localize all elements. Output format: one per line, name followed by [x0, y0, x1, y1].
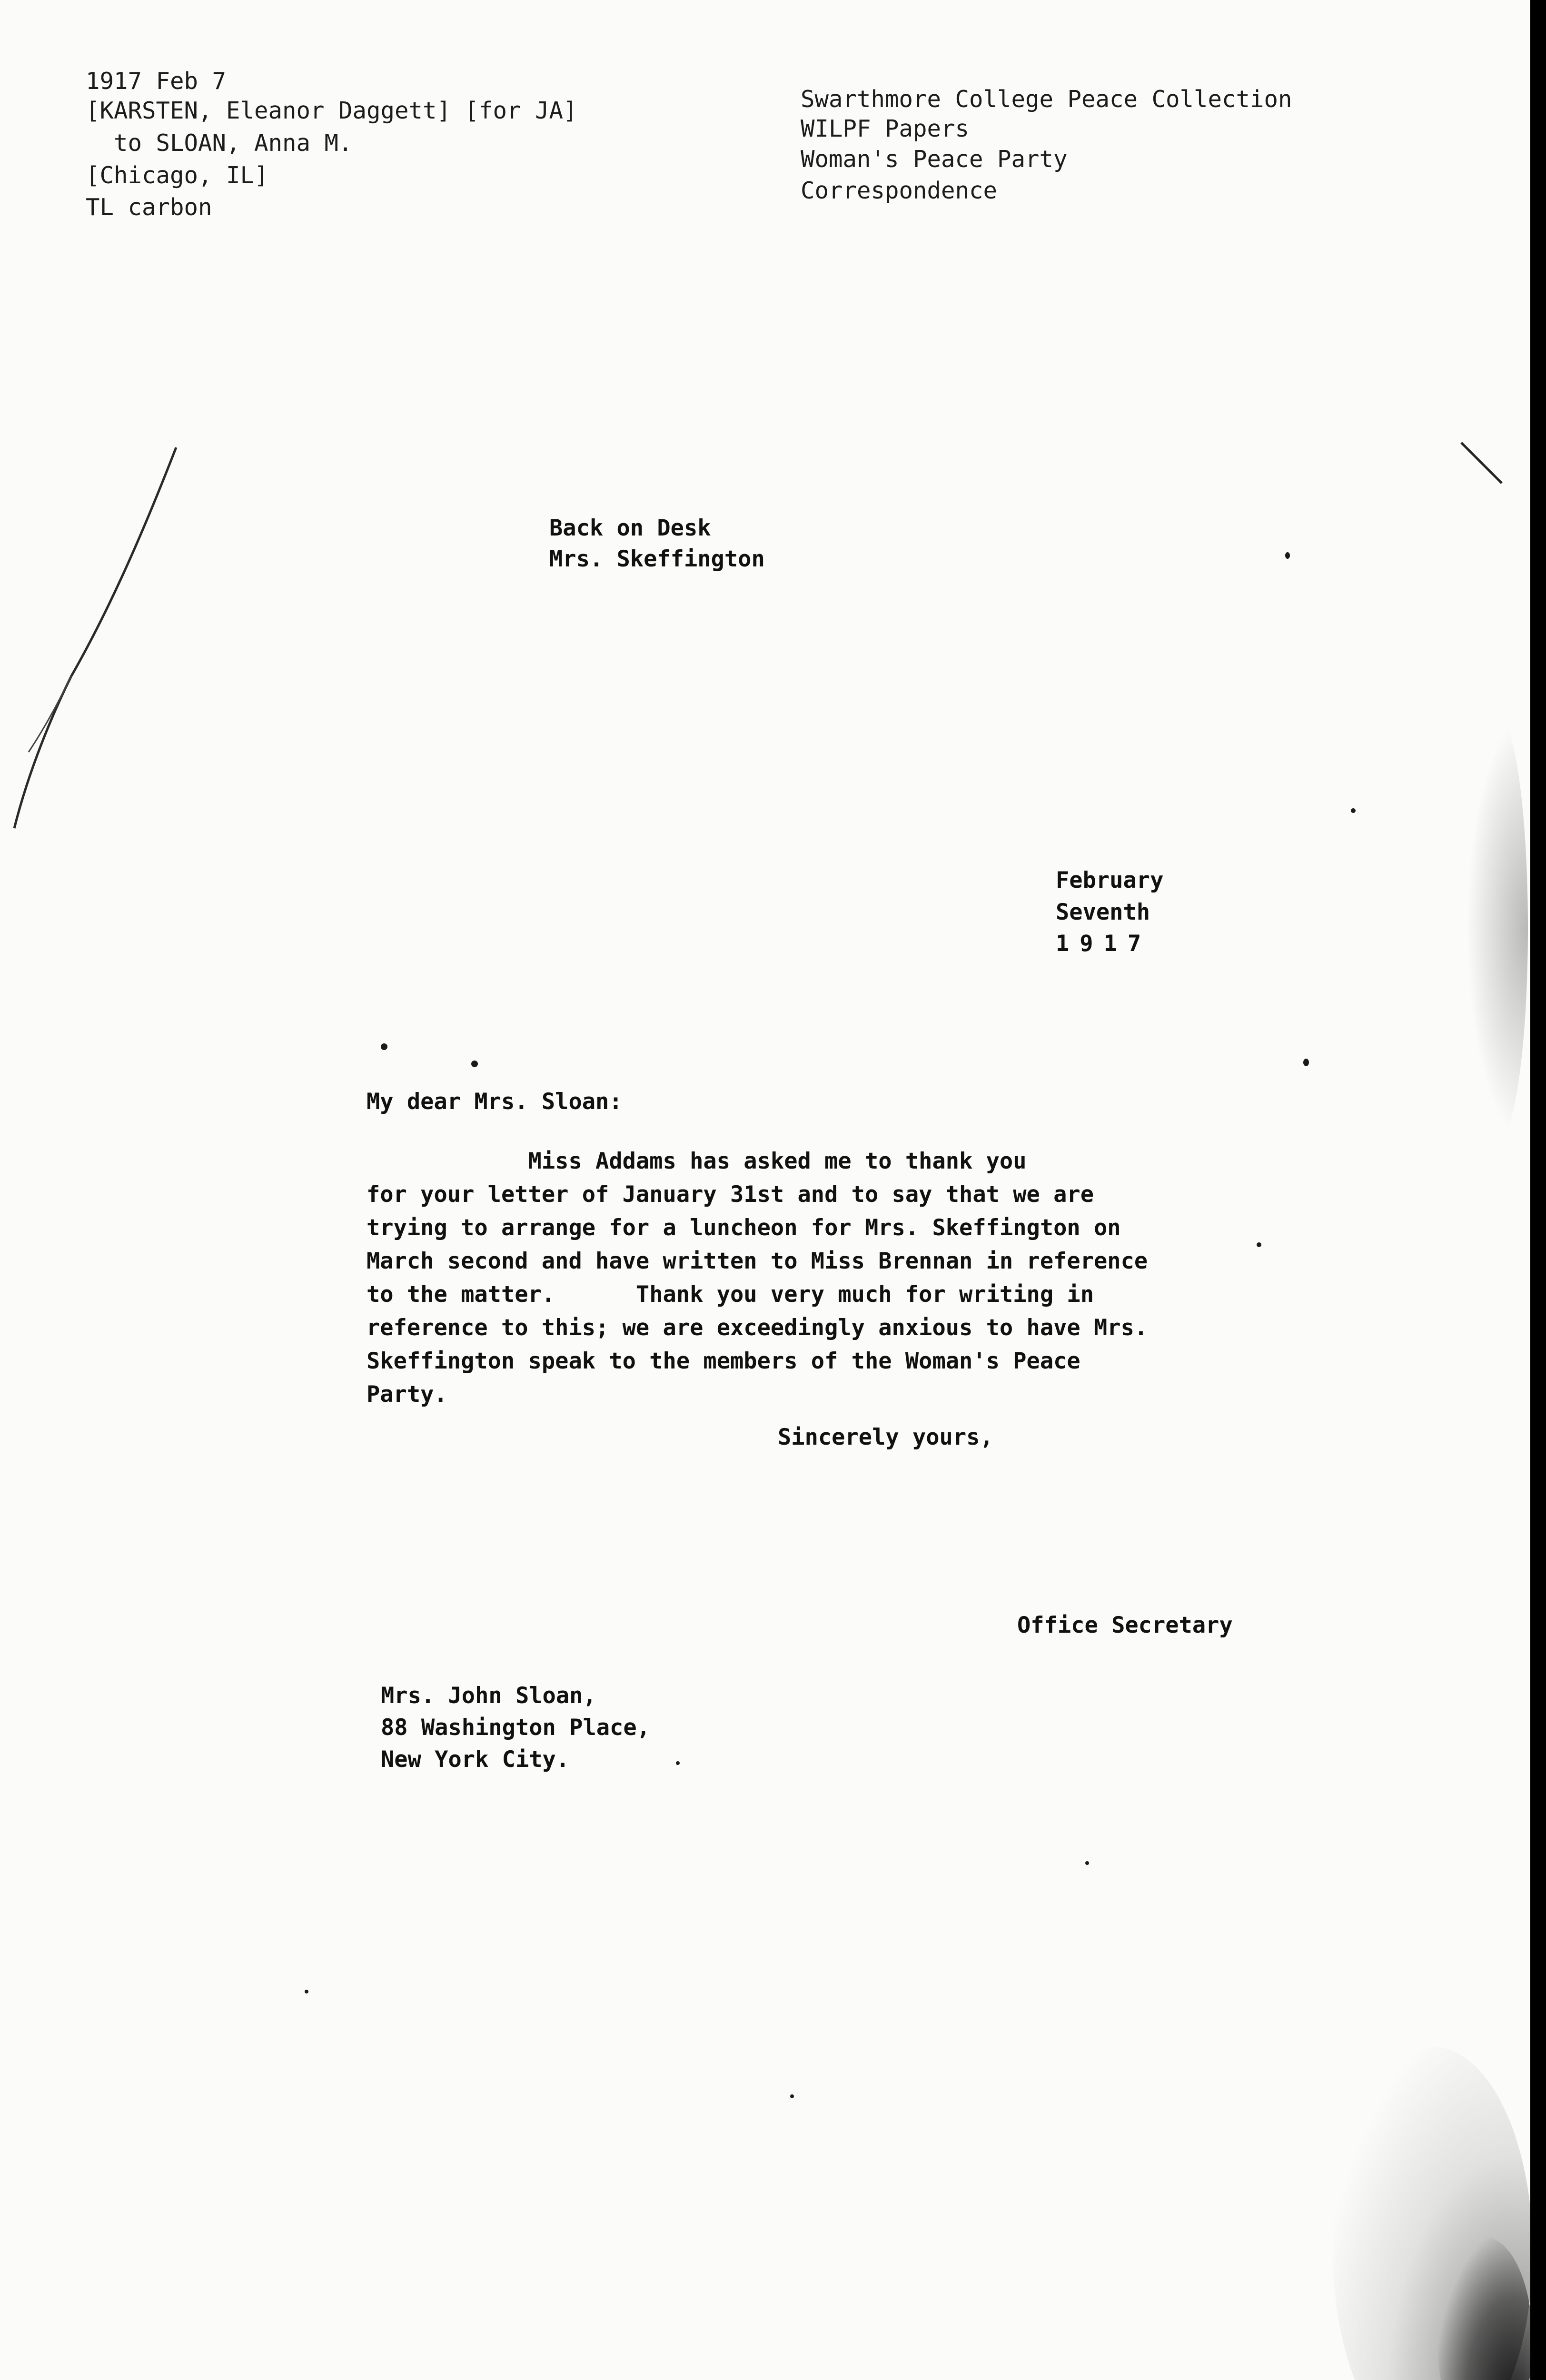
date-month: February: [1056, 867, 1164, 893]
salutation: My dear Mrs. Sloan:: [367, 1089, 623, 1115]
closing: Sincerely yours,: [778, 1424, 993, 1450]
ink-speck: [1085, 1861, 1089, 1865]
catalog-format: TL carbon: [86, 194, 212, 221]
body-line-1: Miss Addams has asked me to thank you: [367, 1148, 1027, 1174]
desk-note-line-2: Mrs. Skeffington: [549, 546, 765, 572]
corner-crease-mark: [1457, 438, 1514, 495]
ink-speck: [381, 1043, 387, 1050]
body-line-5: to the matter. Thank you very much for writing in: [367, 1281, 1094, 1308]
body-line-8: Party.: [367, 1381, 447, 1408]
paper-crease-mark: [0, 409, 200, 838]
collection-series: WILPF Papers: [801, 115, 970, 142]
catalog-date: 1917 Feb 7: [86, 68, 227, 95]
date-year: 1917: [1056, 931, 1152, 957]
ink-speck: [790, 2094, 794, 2098]
body-line-4: March second and have written to Miss Brennan in reference: [367, 1248, 1148, 1274]
ink-speck: [471, 1061, 478, 1067]
catalog-place: [Chicago, IL]: [86, 162, 268, 189]
signature: Office Secretary: [1017, 1612, 1233, 1638]
ink-speck: [1303, 1059, 1309, 1066]
ink-speck: [1285, 552, 1290, 559]
address-line-2: 88 Washington Place,: [381, 1715, 650, 1741]
desk-note-line-1: Back on Desk: [549, 515, 711, 541]
date-day: Seventh: [1056, 899, 1150, 925]
body-line-2: for your letter of January 31st and to say that we are: [367, 1181, 1094, 1208]
ink-speck: [1351, 808, 1356, 813]
ink-speck: [1257, 1242, 1261, 1247]
collection-category: Correspondence: [801, 177, 998, 204]
catalog-author: [KARSTEN, Eleanor Daggett] [for JA]: [86, 97, 577, 124]
catalog-recipient: to SLOAN, Anna M.: [86, 129, 353, 157]
body-line-6: reference to this; we are exceedingly anxious to have Mrs.: [367, 1315, 1148, 1341]
collection-subseries: Woman's Peace Party: [801, 146, 1068, 173]
scan-noise: [1466, 714, 1528, 1142]
collection-name: Swarthmore College Peace Collection: [801, 86, 1292, 113]
ink-speck: [305, 1990, 308, 1993]
body-line-7: Skeffington speak to the members of the Woman's Peace: [367, 1348, 1080, 1374]
ink-speck: [676, 1761, 680, 1765]
scan-noise: [1333, 2047, 1530, 2380]
address-line-1: Mrs. John Sloan,: [381, 1683, 596, 1709]
address-line-3: New York City.: [381, 1746, 570, 1773]
body-line-3: trying to arrange for a luncheon for Mrs. Skeffington on: [367, 1215, 1121, 1241]
